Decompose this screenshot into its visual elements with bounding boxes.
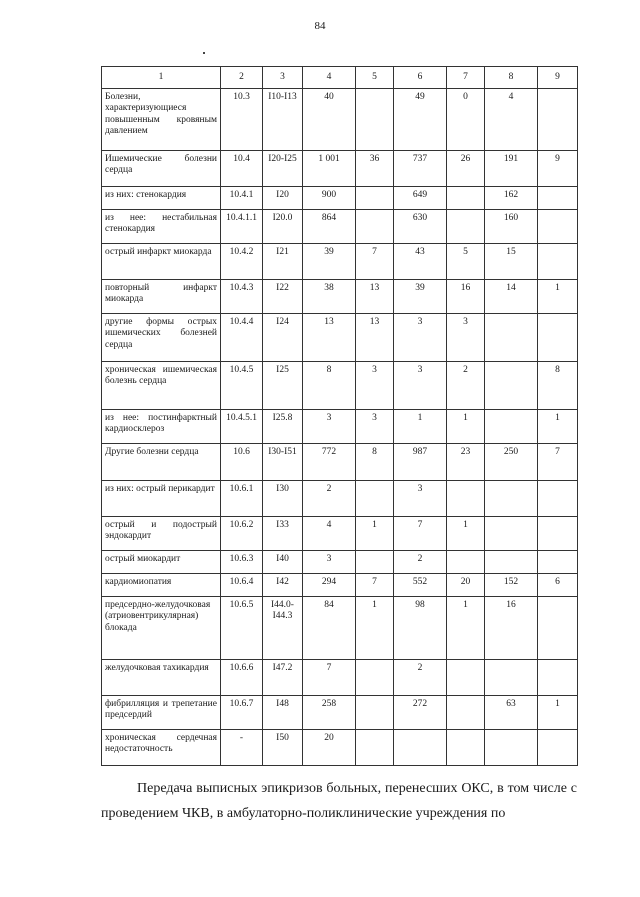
cell-value: 900 — [303, 187, 356, 210]
icd-code: I25 — [263, 362, 303, 410]
cell-value: 864 — [303, 210, 356, 244]
cell-value: 7 — [356, 574, 394, 597]
cell-value: 4 — [303, 517, 356, 551]
cell-value: 98 — [394, 597, 447, 660]
cell-value: 4 — [485, 89, 538, 151]
cell-value — [485, 517, 538, 551]
statistics-table — [101, 66, 578, 766]
cell-value — [356, 187, 394, 210]
icd-code: I20-I25 — [263, 151, 303, 187]
cell-value: 3 — [394, 314, 447, 362]
column-header: 1 — [102, 67, 221, 89]
column-header: 7 — [447, 67, 485, 89]
row-label: острый и подострый эндокардит — [102, 517, 221, 551]
cell-value: 7 — [538, 444, 578, 481]
table-row — [102, 660, 578, 696]
cell-value — [356, 551, 394, 574]
cell-value: 15 — [485, 244, 538, 280]
cell-value — [538, 244, 578, 280]
column-header: 2 — [221, 67, 263, 89]
cell-value: 16 — [485, 597, 538, 660]
cell-value: 1 — [538, 280, 578, 314]
row-code: 10.4.1 — [221, 187, 263, 210]
table-row — [102, 730, 578, 766]
cell-value — [538, 730, 578, 766]
row-code: 10.6.2 — [221, 517, 263, 551]
icd-code: I20.0 — [263, 210, 303, 244]
cell-value — [356, 730, 394, 766]
cell-value — [447, 730, 485, 766]
row-label: из нее: постинфарктный кардиосклероз — [102, 410, 221, 444]
cell-value: 1 — [447, 517, 485, 551]
row-label: хроническая ишемическая болезнь сердца — [102, 362, 221, 410]
row-code: 10.6 — [221, 444, 263, 481]
cell-value — [485, 314, 538, 362]
cell-value — [356, 481, 394, 517]
row-code: 10.4.4 — [221, 314, 263, 362]
icd-code: I22 — [263, 280, 303, 314]
cell-value: 16 — [447, 280, 485, 314]
column-header: 8 — [485, 67, 538, 89]
cell-value: 23 — [447, 444, 485, 481]
table-row — [102, 574, 578, 597]
cell-value: 3 — [447, 314, 485, 362]
row-label: острый миокардит — [102, 551, 221, 574]
column-header: 3 — [263, 67, 303, 89]
cell-value — [356, 89, 394, 151]
cell-value: 20 — [303, 730, 356, 766]
icd-code: I44.0-I44.3 — [263, 597, 303, 660]
cell-value — [356, 660, 394, 696]
row-label: Другие болезни сердца — [102, 444, 221, 481]
cell-value: 8 — [356, 444, 394, 481]
cell-value: 38 — [303, 280, 356, 314]
cell-value: 63 — [485, 696, 538, 730]
row-code: 10.6.7 — [221, 696, 263, 730]
cell-value: 552 — [394, 574, 447, 597]
cell-value: 772 — [303, 444, 356, 481]
cell-value — [394, 730, 447, 766]
row-code: 10.4.5 — [221, 362, 263, 410]
row-label: повторный инфаркт миокарда — [102, 280, 221, 314]
cell-value: 250 — [485, 444, 538, 481]
icd-code: I10-I13 — [263, 89, 303, 151]
cell-value — [485, 660, 538, 696]
column-header: 6 — [394, 67, 447, 89]
cell-value: 2 — [394, 551, 447, 574]
table-row — [102, 551, 578, 574]
icd-code: I50 — [263, 730, 303, 766]
icd-code: I30-I51 — [263, 444, 303, 481]
row-label: предсердно-желудочковая (атриовентрикулярная) блокада — [102, 597, 221, 660]
cell-value: 987 — [394, 444, 447, 481]
cell-value — [356, 210, 394, 244]
icd-code: I42 — [263, 574, 303, 597]
cell-value: 5 — [447, 244, 485, 280]
cell-value: 40 — [303, 89, 356, 151]
cell-value: 36 — [356, 151, 394, 187]
page-number: 84 — [314, 20, 326, 32]
cell-value — [485, 481, 538, 517]
table-row — [102, 187, 578, 210]
table-row — [102, 410, 578, 444]
row-code: 10.6.3 — [221, 551, 263, 574]
row-label: другие формы острых ишемических болезней сердца — [102, 314, 221, 362]
cell-value: 26 — [447, 151, 485, 187]
cell-value: 3 — [394, 481, 447, 517]
cell-value: 191 — [485, 151, 538, 187]
cell-value: 2 — [303, 481, 356, 517]
cell-value — [538, 517, 578, 551]
cell-value: 7 — [356, 244, 394, 280]
cell-value: 2 — [394, 660, 447, 696]
row-code: 10.4.3 — [221, 280, 263, 314]
cell-value: 43 — [394, 244, 447, 280]
row-code: - — [221, 730, 263, 766]
footer-paragraph: Передача выписных эпикризов больных, перенесших ОКС, в том числе с проведением ЧКВ, в амбулаторно-поликлинические учреждения по — [101, 781, 577, 821]
row-code: 10.6.5 — [221, 597, 263, 660]
cell-value — [485, 551, 538, 574]
row-label: Болезни, характеризующиеся повышенным кровяным давлением — [102, 89, 221, 151]
row-code: 10.4.1.1 — [221, 210, 263, 244]
cell-value: 8 — [538, 362, 578, 410]
cell-value: 1 — [356, 517, 394, 551]
cell-value — [538, 660, 578, 696]
row-code: 10.4 — [221, 151, 263, 187]
cell-value — [447, 696, 485, 730]
icd-code: I33 — [263, 517, 303, 551]
column-header: 4 — [303, 67, 356, 89]
table-row — [102, 244, 578, 280]
icd-code: I48 — [263, 696, 303, 730]
column-header: 5 — [356, 67, 394, 89]
cell-value: 1 — [538, 696, 578, 730]
cell-value: 6 — [538, 574, 578, 597]
icd-code: I47.2 — [263, 660, 303, 696]
cell-value — [447, 660, 485, 696]
cell-value — [447, 187, 485, 210]
table-row — [102, 314, 578, 362]
table-row — [102, 597, 578, 660]
cell-value: 258 — [303, 696, 356, 730]
cell-value: 294 — [303, 574, 356, 597]
table-body — [102, 89, 578, 766]
cell-value: 2 — [447, 362, 485, 410]
icd-code: I21 — [263, 244, 303, 280]
cell-value: 20 — [447, 574, 485, 597]
row-code: 10.3 — [221, 89, 263, 151]
icd-code: I40 — [263, 551, 303, 574]
icd-code: I24 — [263, 314, 303, 362]
table-row — [102, 517, 578, 551]
cell-value: 8 — [303, 362, 356, 410]
cell-value: 1 — [394, 410, 447, 444]
icd-code: I30 — [263, 481, 303, 517]
row-label: Ишемические болезни сердца — [102, 151, 221, 187]
cell-value: 0 — [447, 89, 485, 151]
row-label: фибрилляция и трепетание предсердий — [102, 696, 221, 730]
cell-value: 9 — [538, 151, 578, 187]
row-code: 10.6.6 — [221, 660, 263, 696]
row-label: хроническая сердечная недостаточность — [102, 730, 221, 766]
cell-value: 1 001 — [303, 151, 356, 187]
row-label: из них: стенокардия — [102, 187, 221, 210]
cell-value — [485, 362, 538, 410]
cell-value — [538, 481, 578, 517]
cell-value: 3 — [303, 551, 356, 574]
cell-value: 1 — [447, 410, 485, 444]
cell-value — [538, 597, 578, 660]
cell-value: 649 — [394, 187, 447, 210]
row-label: кардиомиопатия — [102, 574, 221, 597]
row-label: желудочковая тахикардия — [102, 660, 221, 696]
row-code: 10.6.1 — [221, 481, 263, 517]
cell-value — [485, 730, 538, 766]
cell-value — [447, 481, 485, 517]
row-code: 10.4.5.1 — [221, 410, 263, 444]
cell-value: 737 — [394, 151, 447, 187]
cell-value: 162 — [485, 187, 538, 210]
row-code: 10.4.2 — [221, 244, 263, 280]
table-row — [102, 89, 578, 151]
icd-code: I20 — [263, 187, 303, 210]
cell-value: 1 — [447, 597, 485, 660]
cell-value — [356, 696, 394, 730]
icd-code: I25.8 — [263, 410, 303, 444]
cell-value: 39 — [303, 244, 356, 280]
cell-value: 7 — [303, 660, 356, 696]
cell-value — [538, 210, 578, 244]
cell-value — [485, 410, 538, 444]
row-code: 10.6.4 — [221, 574, 263, 597]
cell-value: 3 — [303, 410, 356, 444]
cell-value: 152 — [485, 574, 538, 597]
cell-value: 13 — [303, 314, 356, 362]
cell-value — [538, 89, 578, 151]
table-row — [102, 280, 578, 314]
cell-value: 160 — [485, 210, 538, 244]
scan-speck — [203, 52, 205, 54]
row-label: из нее: нестабильная стенокардия — [102, 210, 221, 244]
cell-value: 49 — [394, 89, 447, 151]
cell-value: 3 — [356, 410, 394, 444]
table-row — [102, 481, 578, 517]
cell-value — [538, 314, 578, 362]
cell-value — [447, 210, 485, 244]
table-row — [102, 444, 578, 481]
cell-value — [538, 551, 578, 574]
cell-value: 3 — [394, 362, 447, 410]
cell-value: 14 — [485, 280, 538, 314]
cell-value: 630 — [394, 210, 447, 244]
table-row — [102, 362, 578, 410]
table-row — [102, 696, 578, 730]
cell-value — [538, 187, 578, 210]
table-row — [102, 210, 578, 244]
cell-value — [447, 551, 485, 574]
cell-value: 1 — [538, 410, 578, 444]
cell-value: 7 — [394, 517, 447, 551]
cell-value: 39 — [394, 280, 447, 314]
row-label: острый инфаркт миокарда — [102, 244, 221, 280]
cell-value: 1 — [356, 597, 394, 660]
cell-value: 3 — [356, 362, 394, 410]
cell-value: 13 — [356, 280, 394, 314]
table-row — [102, 151, 578, 187]
cell-value: 13 — [356, 314, 394, 362]
cell-value: 84 — [303, 597, 356, 660]
column-header: 9 — [538, 67, 578, 89]
row-label: из них: острый перикардит — [102, 481, 221, 517]
header-row — [102, 67, 578, 89]
cell-value: 272 — [394, 696, 447, 730]
